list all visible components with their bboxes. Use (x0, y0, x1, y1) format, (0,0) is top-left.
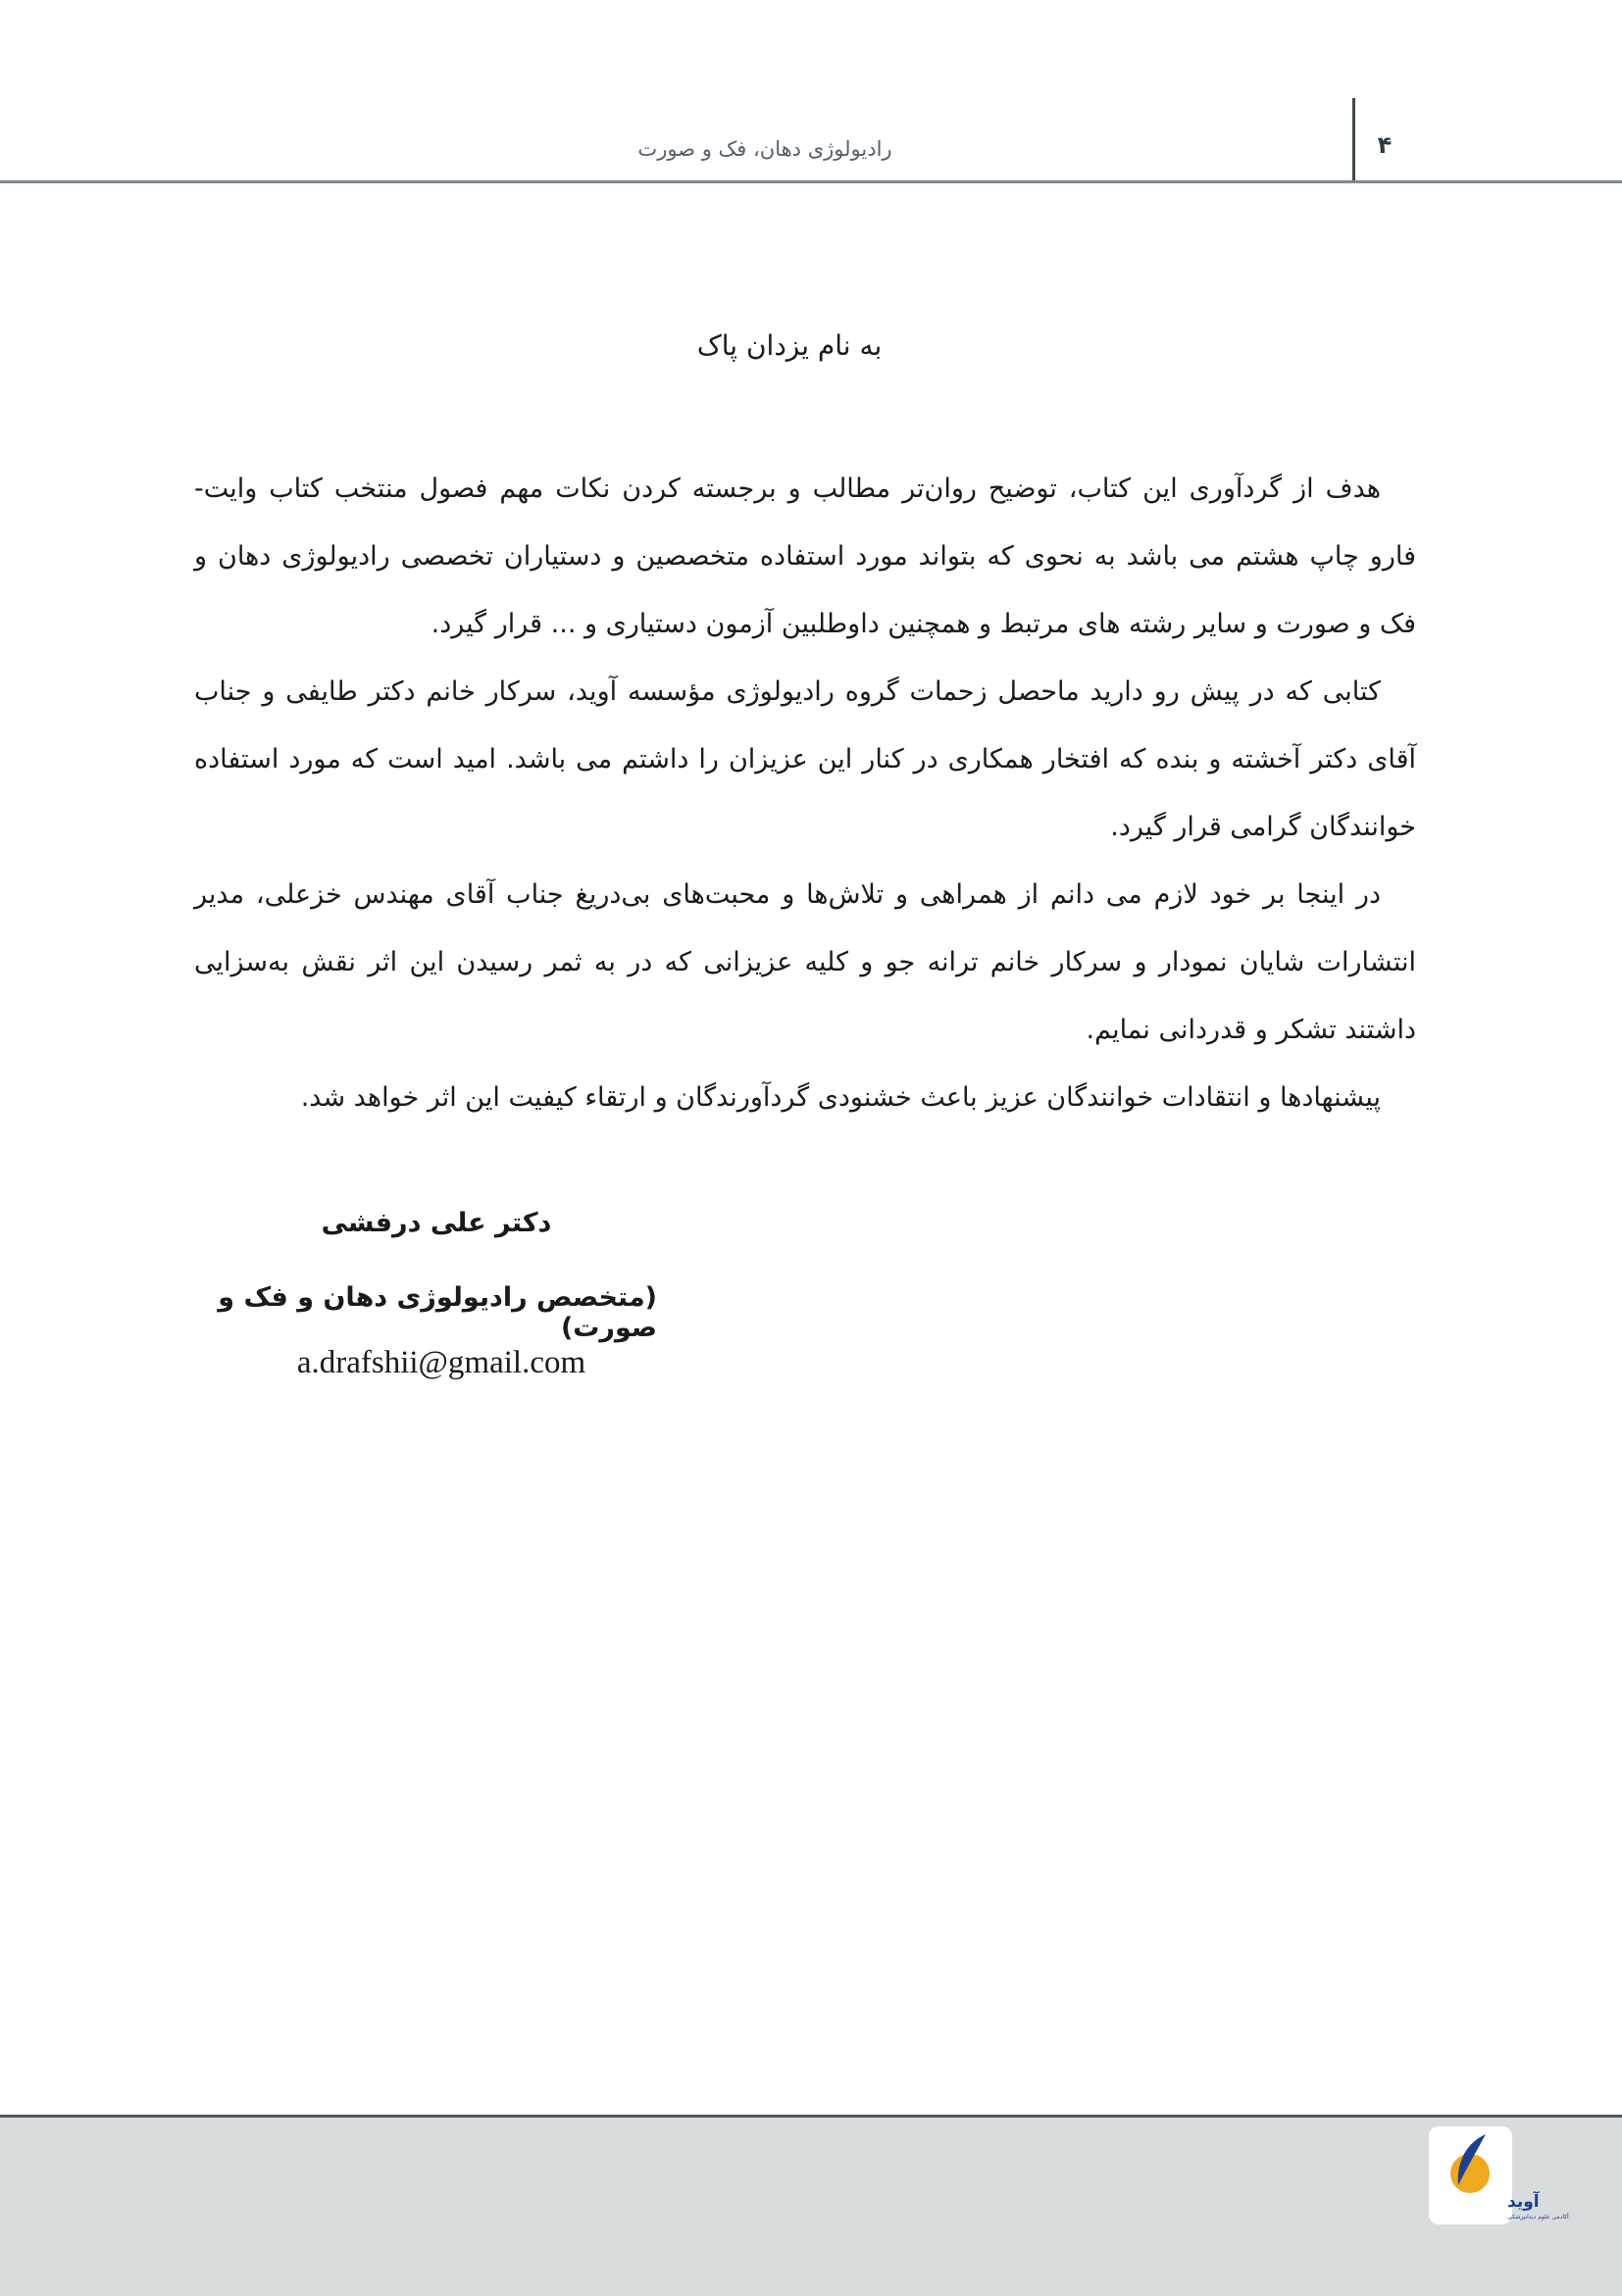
feather-quill-icon (1429, 2126, 1569, 2224)
paragraph: کتابی که در پیش رو دارید ماحصل زحمات گروه رادیولوژی مؤسسه آوید، سرکار خانم دکتر طایفی و جناب آقای دکتر آخشته و بنده که افتخار همکاری در کنار این عزیزان را داشتم می باشد. امید است که مورد استفاده خوانندگان گرامی قرار گیرد. (194, 676, 1416, 842)
page-number: ۴ (1377, 131, 1393, 159)
author-email: a.drafshii@gmail.com (296, 1345, 586, 1380)
header-divider (1352, 98, 1355, 180)
running-title: رادیولوژی دهان، فک و صورت (637, 137, 892, 161)
avid-logo (1429, 2126, 1569, 2224)
author-title: (متخصص رادیولوژی دهان و فک و صورت) (218, 1282, 657, 1343)
page-header (0, 0, 1622, 186)
author-name: دکتر علی درفشی (321, 1208, 552, 1238)
paragraph: هدف از گردآوری این کتاب، توضیح روان‌تر مطالب و برجسته کردن نکات مهم فصول منتخب کتاب وایت- فارو چاپ هشتم می باشد به نحوی که بتواند مورد استفاده متخصصین و دستیاران تخصصی رادیولوژی دهان و فک و صورت و سایر رشته های مرتبط و همچنین داوطلبین آزمون دستیاری و ... قرار گیرد. (194, 474, 1416, 639)
paragraph: پیشنهادها و انتقادات خوانندگان عزیز باعث خشنودی گردآورندگان و ارتقاء کیفیت این اثر خواهد شد. (300, 1082, 1381, 1113)
invocation-line: به نام یزدان پاک (696, 329, 883, 362)
logo-text: آوید (1507, 2192, 1540, 2212)
paragraph: در اینجا بر خود لازم می دانم از همراهی و تلاش‌ها و محبت‌های بی‌دریغ جناب آقای مهندس خزعلی، مدیر انتشارات شایان نمودار و سرکار خانم ترانه جو و کلیه عزیزانی که در به ثمر رسیدن این اثر نقش به‌سزایی داشتند تشکر و قدردانی نمایم. (194, 879, 1416, 1045)
logo-subtext: آکادمی علوم دندانپزشکی (1507, 2214, 1569, 2221)
preface-body (194, 455, 1416, 1131)
page-footer (0, 2115, 1622, 2296)
header-rule (0, 180, 1622, 183)
